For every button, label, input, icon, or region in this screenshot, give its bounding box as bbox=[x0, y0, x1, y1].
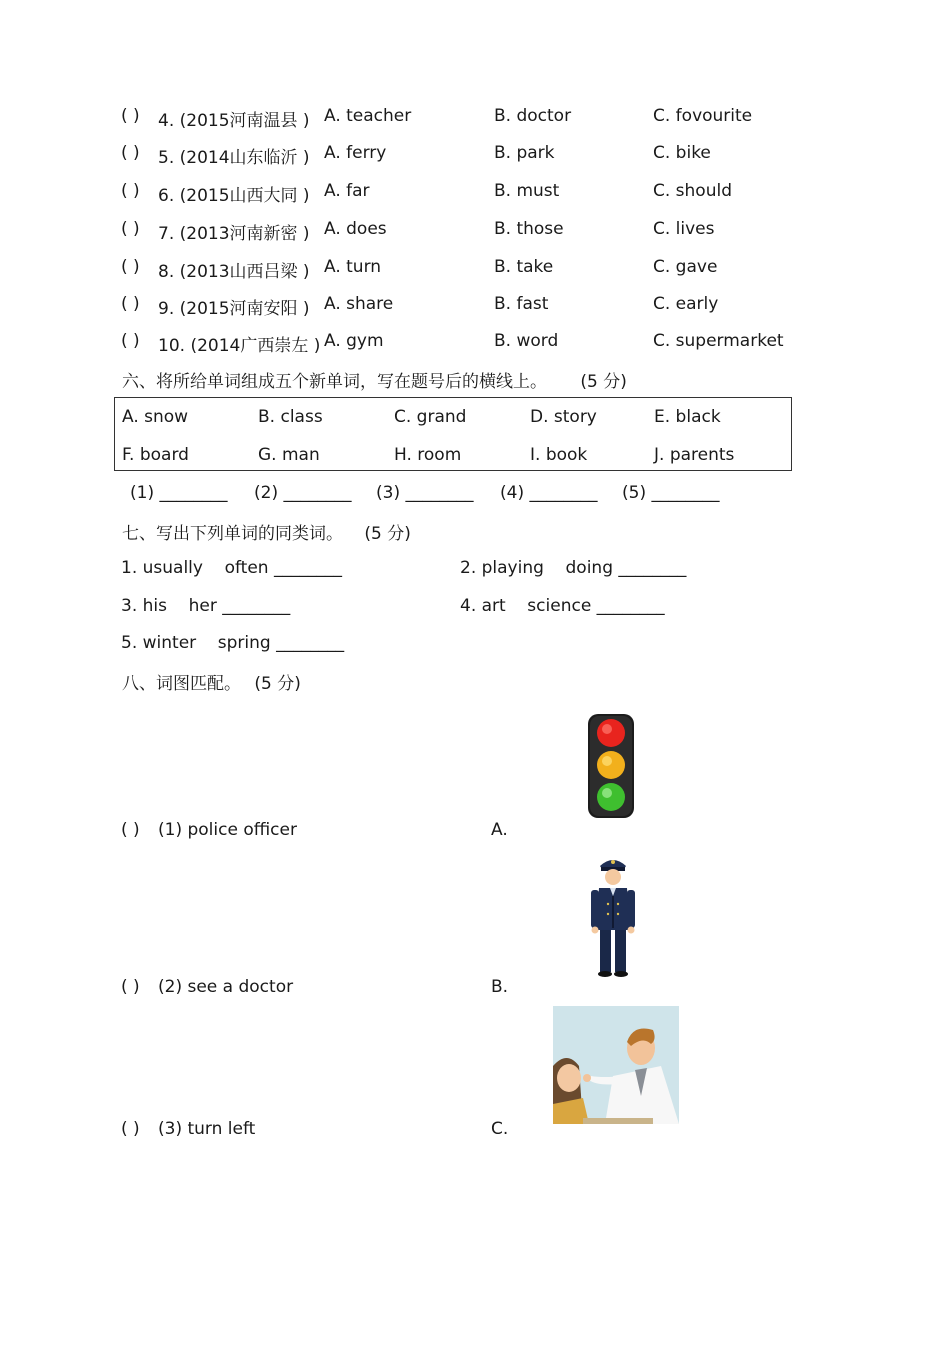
similar-word-item[interactable]: 2. playing doing ________ bbox=[460, 558, 687, 578]
question-number: 10. (2014广西崇左 ) bbox=[158, 336, 321, 356]
similar-word-item[interactable]: 5. winter spring ________ bbox=[121, 633, 345, 653]
match-word: (1) police officer bbox=[158, 820, 297, 840]
option-c: C. lives bbox=[653, 219, 715, 239]
option-a: A. turn bbox=[324, 257, 382, 277]
question-row bbox=[0, 219, 950, 243]
section-6-heading bbox=[122, 367, 627, 392]
option-b: B. doctor bbox=[494, 106, 572, 126]
section-8-heading bbox=[122, 669, 301, 694]
word-bank-item: J. parents bbox=[654, 445, 735, 465]
option-a: A. gym bbox=[324, 331, 384, 351]
word-bank-item: F. board bbox=[122, 445, 189, 465]
option-a: A. far bbox=[324, 181, 370, 201]
picture-letter: B. bbox=[491, 977, 509, 997]
option-c: C. supermarket bbox=[653, 331, 784, 351]
question-row bbox=[0, 257, 950, 281]
word-bank-item: D. story bbox=[530, 407, 597, 427]
section-7-score: (5 分) bbox=[364, 524, 411, 544]
option-b: B. fast bbox=[494, 294, 549, 314]
match-word: (3) turn left bbox=[158, 1119, 256, 1139]
option-b: B. word bbox=[494, 331, 559, 351]
question-number: 9. (2015河南安阳 ) bbox=[158, 299, 310, 319]
option-a: A. does bbox=[324, 219, 387, 239]
question-number: 5. (2014山东临沂 ) bbox=[158, 148, 310, 168]
option-a: A. share bbox=[324, 294, 394, 314]
answer-paren[interactable]: ( ) bbox=[121, 143, 140, 163]
option-c: C. bike bbox=[653, 143, 711, 163]
word-bank-item: E. black bbox=[654, 407, 721, 427]
option-a: A. teacher bbox=[324, 106, 412, 126]
question-row bbox=[0, 143, 950, 167]
question-row bbox=[0, 331, 950, 355]
section-8-score: (5 分) bbox=[254, 674, 301, 694]
answer-blank[interactable]: (3) ________ bbox=[376, 483, 474, 503]
question-number: 4. (2015河南温县 ) bbox=[158, 111, 310, 131]
word-bank-item: C. grand bbox=[394, 407, 467, 427]
word-bank-item: A. snow bbox=[122, 407, 189, 427]
answer-paren[interactable]: ( ) bbox=[121, 331, 140, 351]
picture-letter: A. bbox=[491, 820, 508, 840]
answer-paren[interactable]: ( ) bbox=[121, 106, 140, 126]
question-number: 6. (2015山西大同 ) bbox=[158, 186, 310, 206]
word-bank-item: B. class bbox=[258, 407, 323, 427]
option-c: C. early bbox=[653, 294, 719, 314]
option-b: B. those bbox=[494, 219, 564, 239]
answer-paren[interactable]: ( ) bbox=[121, 294, 140, 314]
word-bank-item: I. book bbox=[530, 445, 588, 465]
answer-paren[interactable]: ( ) bbox=[121, 820, 140, 840]
question-number: 8. (2013山西吕梁 ) bbox=[158, 262, 310, 282]
option-c: C. should bbox=[653, 181, 732, 201]
word-bank-item: G. man bbox=[258, 445, 320, 465]
question-row bbox=[0, 181, 950, 205]
option-c: C. fovourite bbox=[653, 106, 753, 126]
section-7-heading bbox=[122, 519, 411, 544]
similar-word-item[interactable]: 3. his her ________ bbox=[121, 596, 291, 616]
answer-paren[interactable]: ( ) bbox=[121, 219, 140, 239]
question-row bbox=[0, 106, 950, 130]
answer-blank[interactable]: (2) ________ bbox=[254, 483, 352, 503]
answer-blank[interactable]: (5) ________ bbox=[622, 483, 720, 503]
answer-blank[interactable]: (4) ________ bbox=[500, 483, 598, 503]
answer-paren[interactable]: ( ) bbox=[121, 977, 140, 997]
answer-blank[interactable]: (1) ________ bbox=[130, 483, 228, 503]
answer-paren[interactable]: ( ) bbox=[121, 1119, 140, 1139]
answer-paren[interactable]: ( ) bbox=[121, 257, 140, 277]
similar-word-item[interactable]: 4. art science ________ bbox=[460, 596, 665, 616]
similar-word-item[interactable]: 1. usually often ________ bbox=[121, 558, 342, 578]
section-8-title: 八、词图匹配。 bbox=[122, 674, 241, 694]
option-b: B. must bbox=[494, 181, 560, 201]
answer-paren[interactable]: ( ) bbox=[121, 181, 140, 201]
traffic-light-picture bbox=[580, 712, 642, 820]
doctor-picture bbox=[553, 1006, 679, 1124]
question-number: 7. (2013河南新密 ) bbox=[158, 224, 310, 244]
word-bank-box bbox=[114, 397, 792, 471]
police-officer-picture bbox=[586, 852, 640, 980]
option-b: B. park bbox=[494, 143, 555, 163]
option-b: B. take bbox=[494, 257, 554, 277]
match-word: (2) see a doctor bbox=[158, 977, 294, 997]
section-6-title: 六、将所给单词组成五个新单词，写在题号后的横线上。 bbox=[122, 372, 547, 392]
option-c: C. gave bbox=[653, 257, 718, 277]
word-bank-item: H. room bbox=[394, 445, 462, 465]
picture-letter: C. bbox=[491, 1119, 509, 1139]
question-row bbox=[0, 294, 950, 318]
section-7-title: 七、写出下列单词的同类词。 bbox=[122, 524, 343, 544]
section-6-score: (5 分) bbox=[580, 372, 627, 392]
option-a: A. ferry bbox=[324, 143, 387, 163]
